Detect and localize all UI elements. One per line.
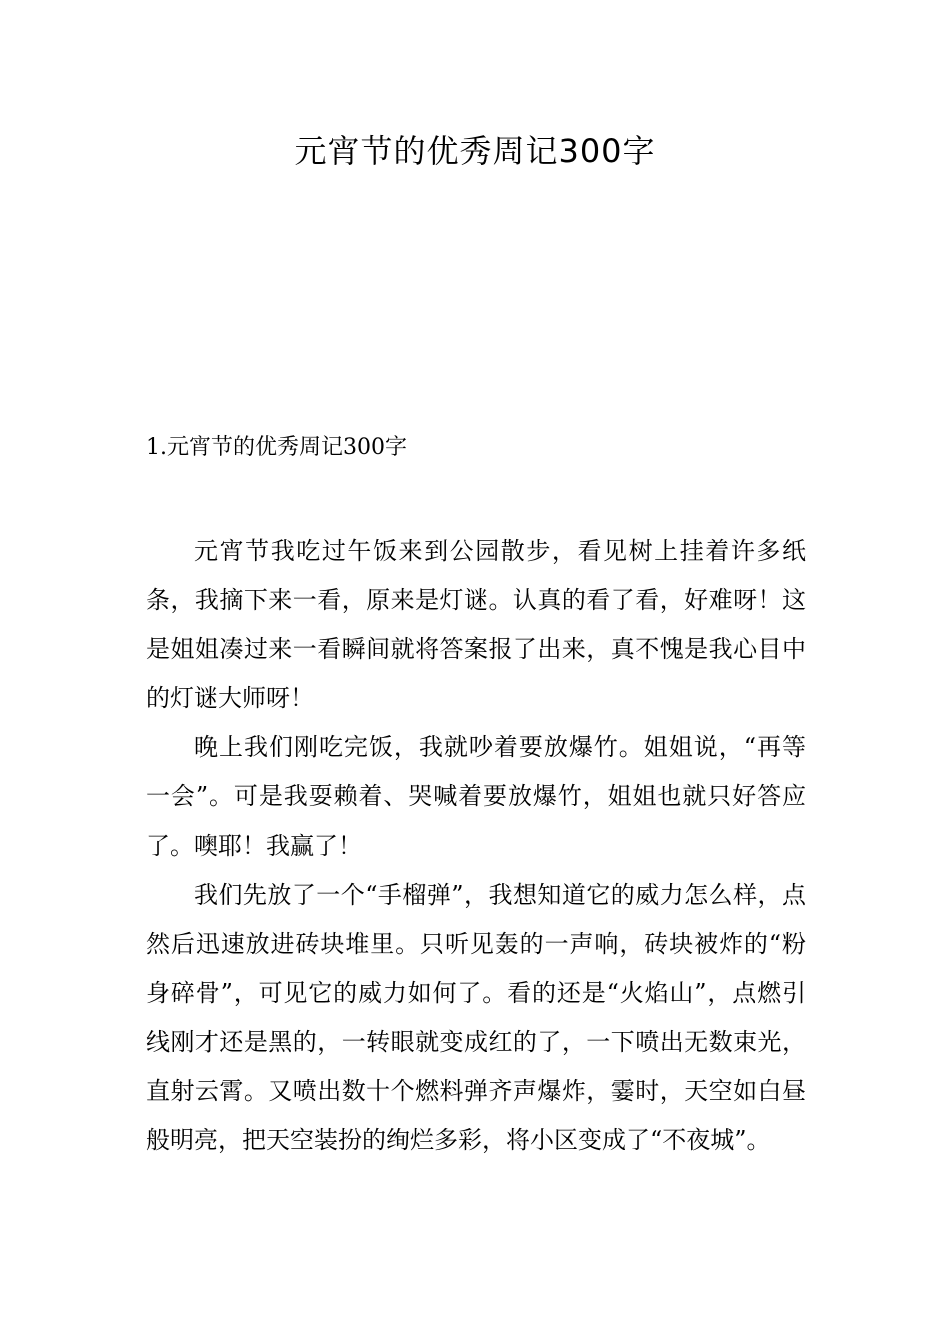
paragraph-2: 晚上我们刚吃完饭，我就吵着要放爆竹。姐姐说，“再等一会”。可是我耍赖着、哭喊着要放爆竹，姐姐也就只好答应了。噢耶！我赢了！ <box>146 733 806 860</box>
paragraph-1: 元宵节我吃过午饭来到公园散步，看见树上挂着许多纸条，我摘下来一看，原来是灯谜。认真的看了看，好难呀！这是姐姐凑过来一看瞬间就将答案报了出来，真不愧是我心目中的灯谜大师呀！ <box>146 537 806 713</box>
paragraph-3: 我们先放了一个“手榴弹”，我想知道它的威力怎么样，点然后迅速放进砖块堆里。只听见轰的一声响，砖块被炸的“粉身碎骨”，可见它的威力如何了。看的还是“火焰山”，点燃引线刚才还是黑的，一转眼就变成红的了，一下喷出无数束光，直射云霄。又喷出数十个燃料弹齐声爆炸，霎时，天空如白昼般明亮，把天空装扮的绚烂多彩，将小区变成了“不夜城”。 <box>146 880 806 1155</box>
article-body <box>146 527 806 1165</box>
document-title: 元宵节的优秀周记300字 <box>294 132 656 170</box>
section-heading: 1.元宵节的优秀周记300字 <box>146 435 407 460</box>
